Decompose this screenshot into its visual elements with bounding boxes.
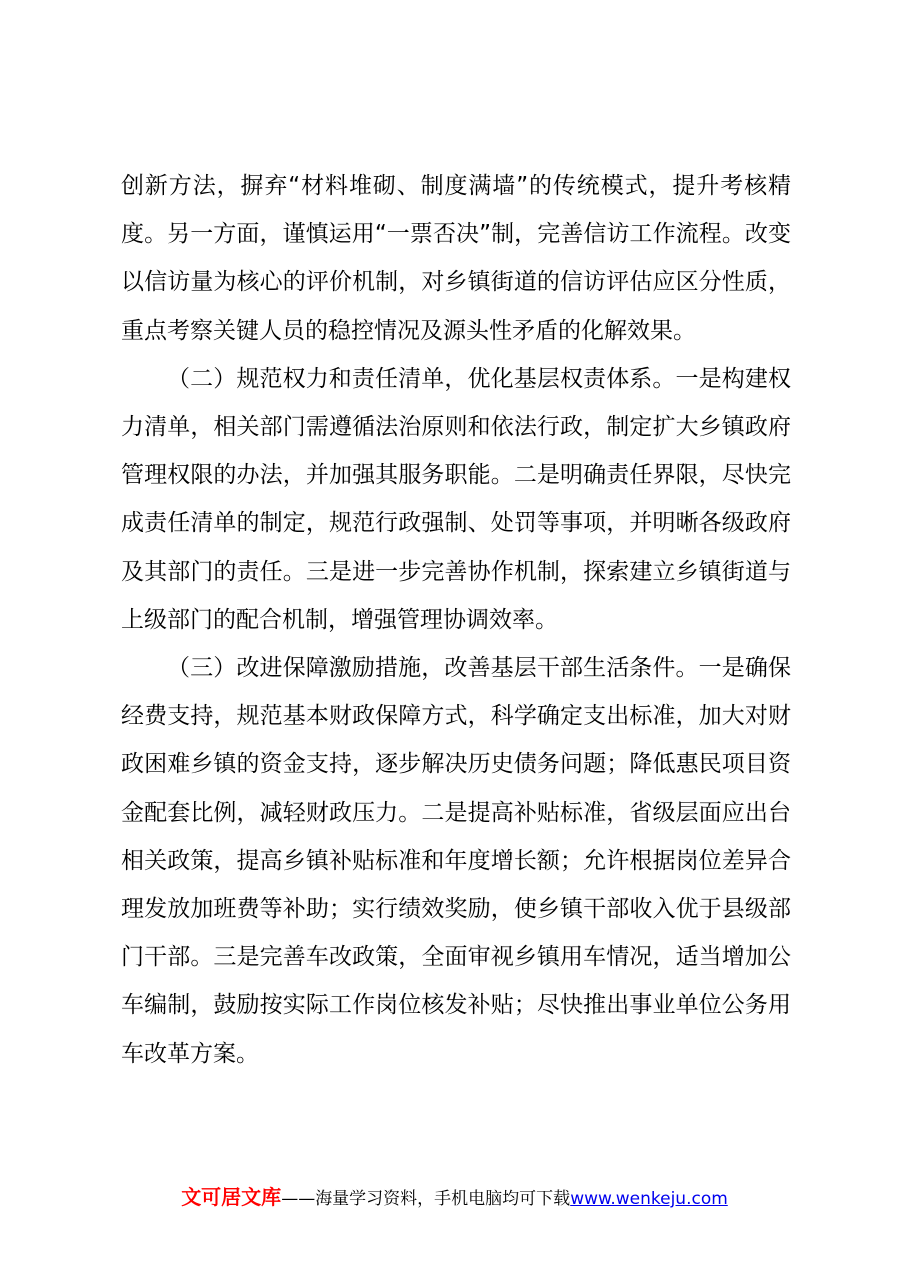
footer-brand: 文可居文库: [181, 1185, 282, 1209]
footer-link[interactable]: www.wenkeju.com: [570, 1189, 728, 1209]
paragraph-section-three: （三）改进保障激励措施，改善基层干部生活条件。一是确保经费支持，规范基本财政保障方式，科学确定支出标准，加大对财政困难乡镇的资金支持，逐步解决历史债务问题；降低惠民项目资金配套比例，减轻财政压力。二是提高补贴标准，省级层面应出台相关政策，提高乡镇补贴标准和年度增长额；允许根据岗位差异合理发放加班费等补助；实行绩效奖励，使乡镇干部收入优于县级部门干部。三是完善车改政策，全面审视乡镇用车情况，适当增加公车编制，鼓励按实际工作岗位核发补贴；尽快推出事业单位公务用车改革方案。: [121, 655, 791, 1067]
footer-banner: [0, 1183, 909, 1213]
document-body: [121, 162, 791, 1078]
paragraph-continuation: 创新方法，摒弃“材料堆砌、制度满墙”的传统模式，提升考核精度。另一方面，谨慎运用“一票否决”制，完善信访工作流程。改变以信访量为核心的评价机制，对乡镇街道的信访评估应区分性质，重点考察关键人员的稳控情况及源头性矛盾的化解效果。: [121, 173, 791, 344]
footer-tagline: ——海量学习资料，手机电脑均可下载: [281, 1189, 571, 1209]
paragraph-section-two: （二）规范权力和责任清单，优化基层权责体系。一是构建权力清单，相关部门需遵循法治原则和依法行政，制定扩大乡镇政府管理权限的办法，并加强其服务职能。二是明确责任界限，尽快完成责任清单的制定，规范行政强制、处罚等事项，并明晰各级政府及其部门的责任。三是进一步完善协作机制，探索建立乡镇街道与上级部门的配合机制，增强管理协调效率。: [121, 365, 791, 633]
